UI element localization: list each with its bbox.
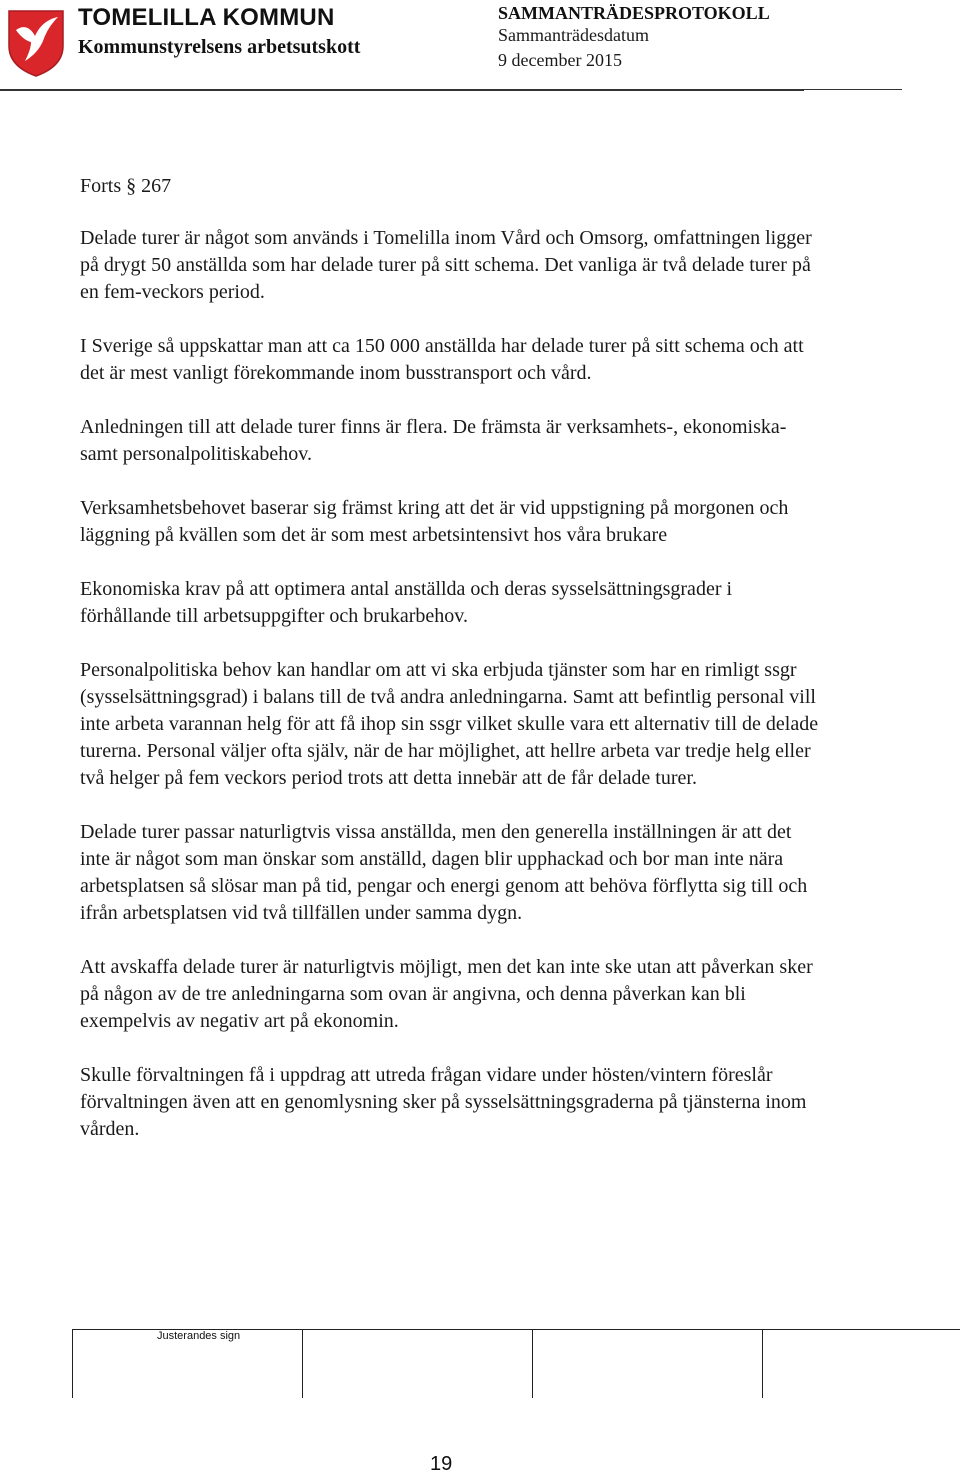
page-number: 19 [430, 1453, 453, 1475]
signature-label: Justerandes sign [157, 1330, 241, 1342]
signature-cell [532, 1330, 762, 1398]
header-divider-secondary [0, 90, 804, 91]
paragraph: Att avskaffa delade turer är naturligtvis möjligt, men det kan inte ske utan att påverkan sker på någon av de tre anledningarna som ovan är angivna, och denna påverkan kan bli exempelvis av negativ art på ekonomin. [80, 956, 813, 1032]
document-type: SAMMANTRÄDESPROTOKOLL [498, 3, 770, 23]
signature-cell [302, 1330, 532, 1398]
meeting-date-label: Sammanträdesdatum [498, 25, 649, 45]
organization-name: TOMELILLA KOMMUN [78, 4, 335, 31]
section-reference: Forts § 267 [80, 175, 172, 197]
paragraph: Ekonomiska krav på att optimera antal anställda och deras sysselsättningsgrader i förhållande till arbetsuppgifter och brukarbehov. [80, 578, 733, 627]
committee-name: Kommunstyrelsens arbetsutskott [78, 36, 361, 58]
paragraph: I Sverige så uppskattar man att ca 150 000 anställda har delade turer på sitt schema och att det är mest vanligt förekommande inom busstransport och vård. [80, 335, 804, 384]
coat-of-arms-icon [6, 8, 66, 78]
meeting-date: 9 december 2015 [498, 50, 622, 70]
paragraph: Verksamhetsbehovet baserar sig främst kring att det är vid uppstigning på morgonen och läggning på kvällen som det är som mest arbetsintensivt hos våra brukare [80, 497, 789, 546]
paragraph: Delade turer passar naturligtvis vissa anställda, men den generella inställningen är att det inte är något som man önskar som anställd, dagen blir upphackad och bor man inte nära arbetsplatsen så slösar man på tid, pengar och energi genom att behöva förflytta sig till och ifrån arbetsplatsen vid två tillfällen under samma dygn. [80, 821, 808, 924]
paragraph: Anledningen till att delade turer finns är flera. De främsta är verksamhets-, ekonomiska- samt personalpolitiskabehov. [80, 416, 787, 465]
paragraph: Skulle förvaltningen få i uppdrag att utreda frågan vidare under hösten/vintern föreslår förvaltningen även att en genomlysning sker på sysselsättningsgraderna på tjänsterna inom vården. [80, 1064, 807, 1140]
document-body [80, 173, 820, 1170]
paragraph: Personalpolitiska behov kan handlar om att vi ska erbjuda tjänster som har en rimligt ssgr (sysselsättningsgrad) i balans till de två andra anledningarna. Samt att befintlig personal vill inte arbeta varannan helg för att få ihop sin ssgr vilket skulle vara ett alternativ till de delade turerna. Personal väljer ofta själv, när de har möjlighet, att hellre arbeta var tredje helg eller två helger på fem veckors period trots att detta innebär att de får delade turer. [80, 659, 819, 789]
paragraph: Delade turer är något som används i Tomelilla inom Vård och Omsorg, omfattningen ligger på drygt 50 anställda som har delade turer på sitt schema. Det vanliga är två delade turer på en fem-veckors period. [80, 227, 812, 303]
signature-box [72, 1329, 960, 1398]
signature-cell [72, 1330, 302, 1398]
signature-cell [762, 1330, 960, 1398]
